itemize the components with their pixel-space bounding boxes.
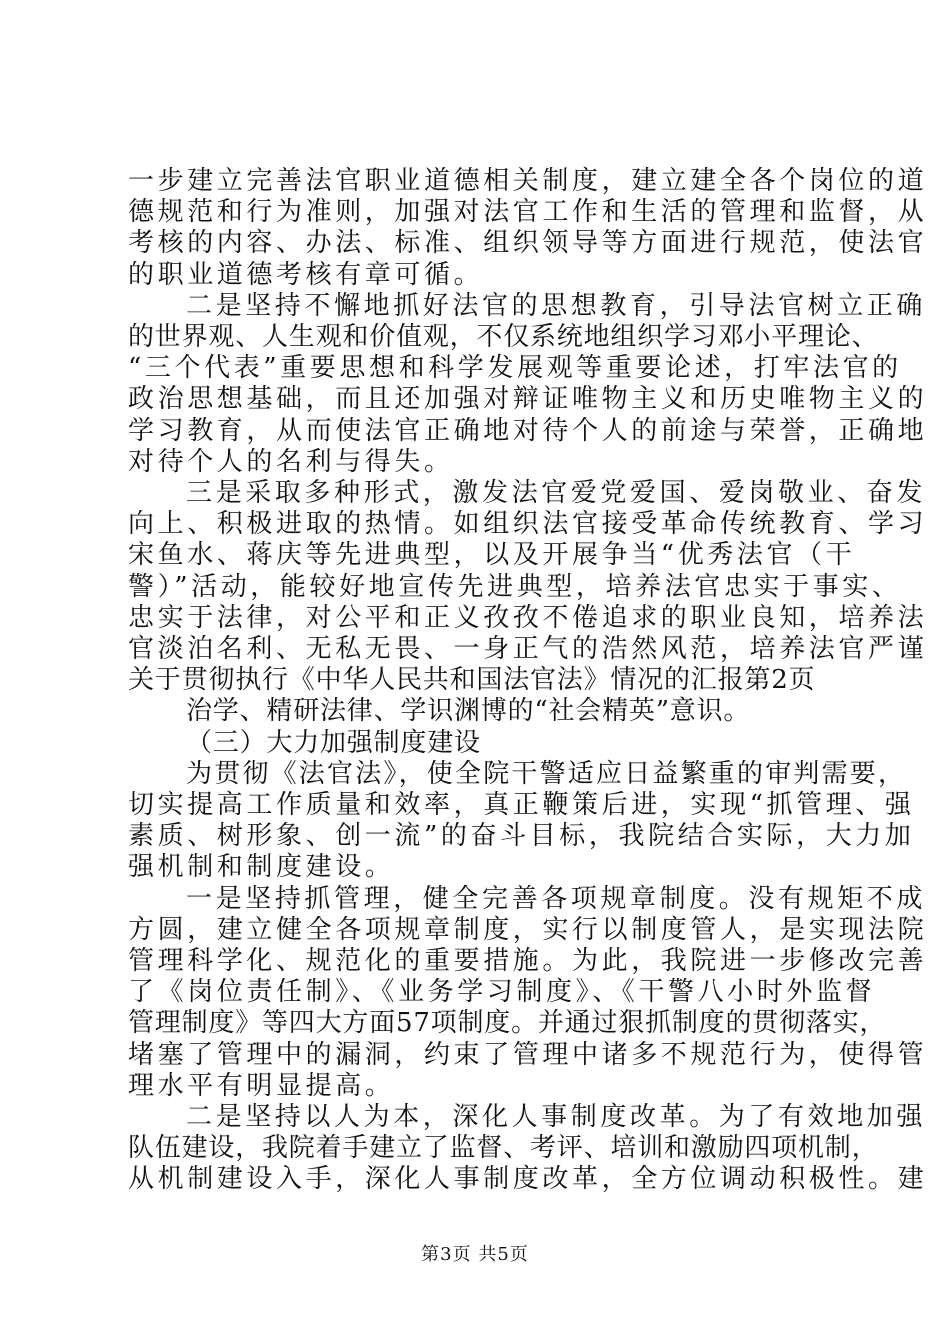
body-line: 一步建立完善法官职业道德相关制度，建立建全各个岗位的道 [128, 166, 928, 196]
paragraph-start-line: 二是坚持以人为本，深化人事制度改革。为了有效地加强 [186, 1102, 927, 1132]
body-line: 堵塞了管理中的漏洞，约束了管理中诸多不规范行为，使得管 [128, 1039, 928, 1070]
section-heading: （三）大力加强制度建设 [186, 727, 481, 758]
page-footer: 第3页 共5页 [421, 1244, 529, 1265]
paragraph-start-line: 三是采取多种形式，激发法官爱党爱国、爱岗敬业、奋发 [186, 478, 927, 508]
body-line: 队伍建设，我院着手建立了监督、考评、培训和激励四项机制， [128, 1133, 879, 1164]
body-line: 从机制建设入手，深化人事制度改革，全方位调动积极性。建 [128, 1164, 928, 1195]
body-line: 对待个人的名利与得失。 [128, 446, 454, 477]
body-line: 治学、精研法律、学识渊博的“社会精英”意识。 [186, 696, 751, 727]
body-line: 德规范和行为准则，加强对法官工作和生活的管理和监督，从 [128, 197, 928, 228]
body-line: 考核的内容、办法、标准、组织领导等方面进行规范，使法官 [128, 228, 928, 259]
body-line: 官淡泊名利、无私无畏、一身正气的浩然风范，培养法官严谨 [128, 634, 928, 664]
body-line: 的世界观、人生观和价值观，不仅系统地组织学习邓小平理论、 [128, 322, 879, 352]
body-line: 政治思想基础，而且还加强对辩证唯物主义和历史唯物主义的 [128, 384, 928, 415]
body-line: 切实提高工作质量和效率，真正鞭策后进，实现“抓管理、强 [128, 790, 915, 820]
paragraph-start-line: 一是坚持抓管理，健全完善各项规章制度。没有规矩不成 [186, 883, 927, 914]
body-line: 素质、树形象、创一流”的奋斗目标，我院结合实际，大力加 [128, 821, 915, 852]
running-header-line: 关于贯彻执行《中华人民共和国法官法》情况的汇报第2页 [128, 665, 816, 696]
body-line: 理水平有明显提高。 [128, 1070, 395, 1101]
body-line: 方圆，建立健全各项规章制度，实行以制度管人，是实现法院 [128, 914, 928, 945]
body-line: 向上、积极进取的热情。如组织法官接受革命传统教育、学习 [128, 509, 928, 540]
body-line: 学习教育，从而使法官正确地对待个人的前途与荣誉，正确地 [128, 415, 928, 446]
paragraph-start-line: 二是坚持不懈地抓好法官的思想教育，引导法官树立正确 [186, 290, 927, 321]
body-line: 了《岗位责任制》、《业务学习制度》、《干警八小时外监督 [128, 977, 876, 1008]
body-line: 管理制度》等四大方面57项制度。并通过狠抓制度的贯彻落实， [128, 1008, 887, 1039]
body-line: 警）”活动，能较好地宣传先进典型，培养法官忠实于事实、 [128, 571, 902, 602]
body-line: 管理科学化、规范化的重要措施。为此，我院进一步修改完善 [128, 946, 928, 976]
body-line: 忠实于法律，对公平和正义孜孜不倦追求的职业良知，培养法 [128, 602, 928, 633]
body-line: 强机制和制度建设。 [128, 852, 395, 883]
body-line: “三个代表”重要思想和科学发展观等重要论述，打牢法官的 [128, 353, 902, 384]
paragraph-start-line: 为贯彻《法官法》，使全院干警适应日益繁重的审判需要， [186, 758, 907, 789]
body-line: 的职业道德考核有章可循。 [128, 259, 484, 290]
body-line: 宋鱼水、蒋庆等先进典型，以及开展争当“优秀法官（干 [128, 540, 856, 571]
